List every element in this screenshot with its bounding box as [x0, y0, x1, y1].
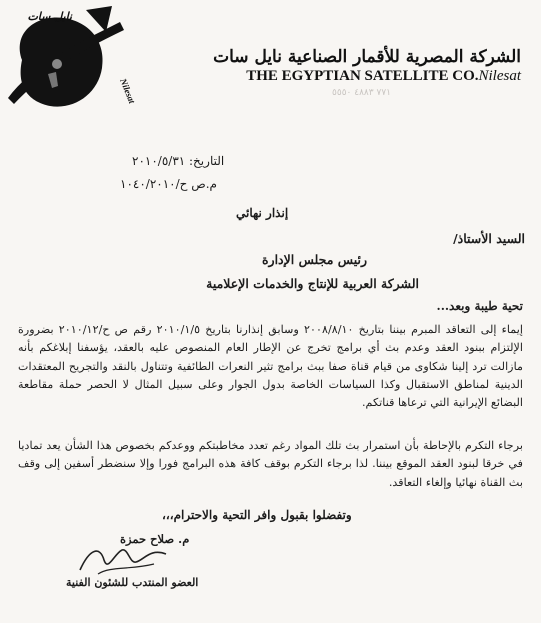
company-name-english [246, 68, 521, 85]
logo-wordmark-en: Nilesat [118, 77, 138, 105]
closing-line: وتفضلوا بقبول وافر التحية والاحترام،،، [162, 508, 352, 522]
greeting: تحية طيبة وبعد... [436, 299, 523, 313]
body-paragraph-2: برجاء التكرم بالإحاطة بأن استمرار بث تلك المواد رغم تعدد مخاطبتكم ووعدكم بخصوص هذا الشأن يعد تماديا في خرقا لبنود العقد الموقع بيننا. لذا برجاء التكرم بوقف كافة هذه البرامج فورا وإلا سنضطر أسفين إلى وقف بث القناة نهائيا وإلغاء التعاقد. [18, 439, 523, 489]
signer-name: م. صلاح حمزة [120, 532, 190, 546]
letter-reference: م.ص ح/١٠٤٠/٢٠١٠ [120, 177, 217, 191]
letter-date: التاريخ: ٢٠١٠/٥/٣١ [132, 154, 225, 168]
to-label: السيد الأستاذ/ [453, 231, 525, 246]
nilesat-logo [2, 2, 138, 118]
body-paragraph-1: إيماء إلى التعاقد المبرم بيننا بتاريخ ٢٠٠٨/٨/١٠ وسابق إنذارنا بتاريخ ٢٠١٠/١/٥ رقم ص ح/٢٠١٠/١٢ بضرورة الإلتزام ببنود العقد وعدم بث أي برامج تخرج عن الإطار العام المنصوص عليه بالعقد، يؤسفنا إبلاغكم بأنه مازالت ترد إلينا شكاوى من قيام قناة صفا ببث برامج تثير النعرات الطائفية وتتناول بالنقد والتجريح المعتقدات الدينية لمناطق الاستقبال وكذا السياسات الخاصة بدول الجوار وعلى سبيل المثال لا الحصر حملة مقاطعة البضائع الإيرانية التي ترعاها قناتكم. [18, 323, 523, 410]
recipient-organization: الشركة العربية للإنتاج والخدمات الإعلامية [206, 276, 419, 291]
recipient-title: رئيس مجلس الإدارة [262, 252, 367, 267]
faded-bleed-text: ٧٧١ ٤٨٨٣ ٥٥٥٠ [332, 88, 391, 98]
brand-name-en: Nilesat [478, 68, 521, 84]
logo-wordmark-ar: نايل سات [27, 10, 72, 23]
letter-title: إنذار نهائي [236, 206, 289, 220]
signer-title: العضو المنتدب للشئون الفنية [66, 576, 199, 589]
company-name-en-text: THE EGYPTIAN SATELLITE CO. [246, 68, 479, 84]
handwritten-signature [70, 540, 180, 580]
company-name-arabic: الشركة المصرية للأقمار الصناعية نايل سات [213, 47, 521, 67]
